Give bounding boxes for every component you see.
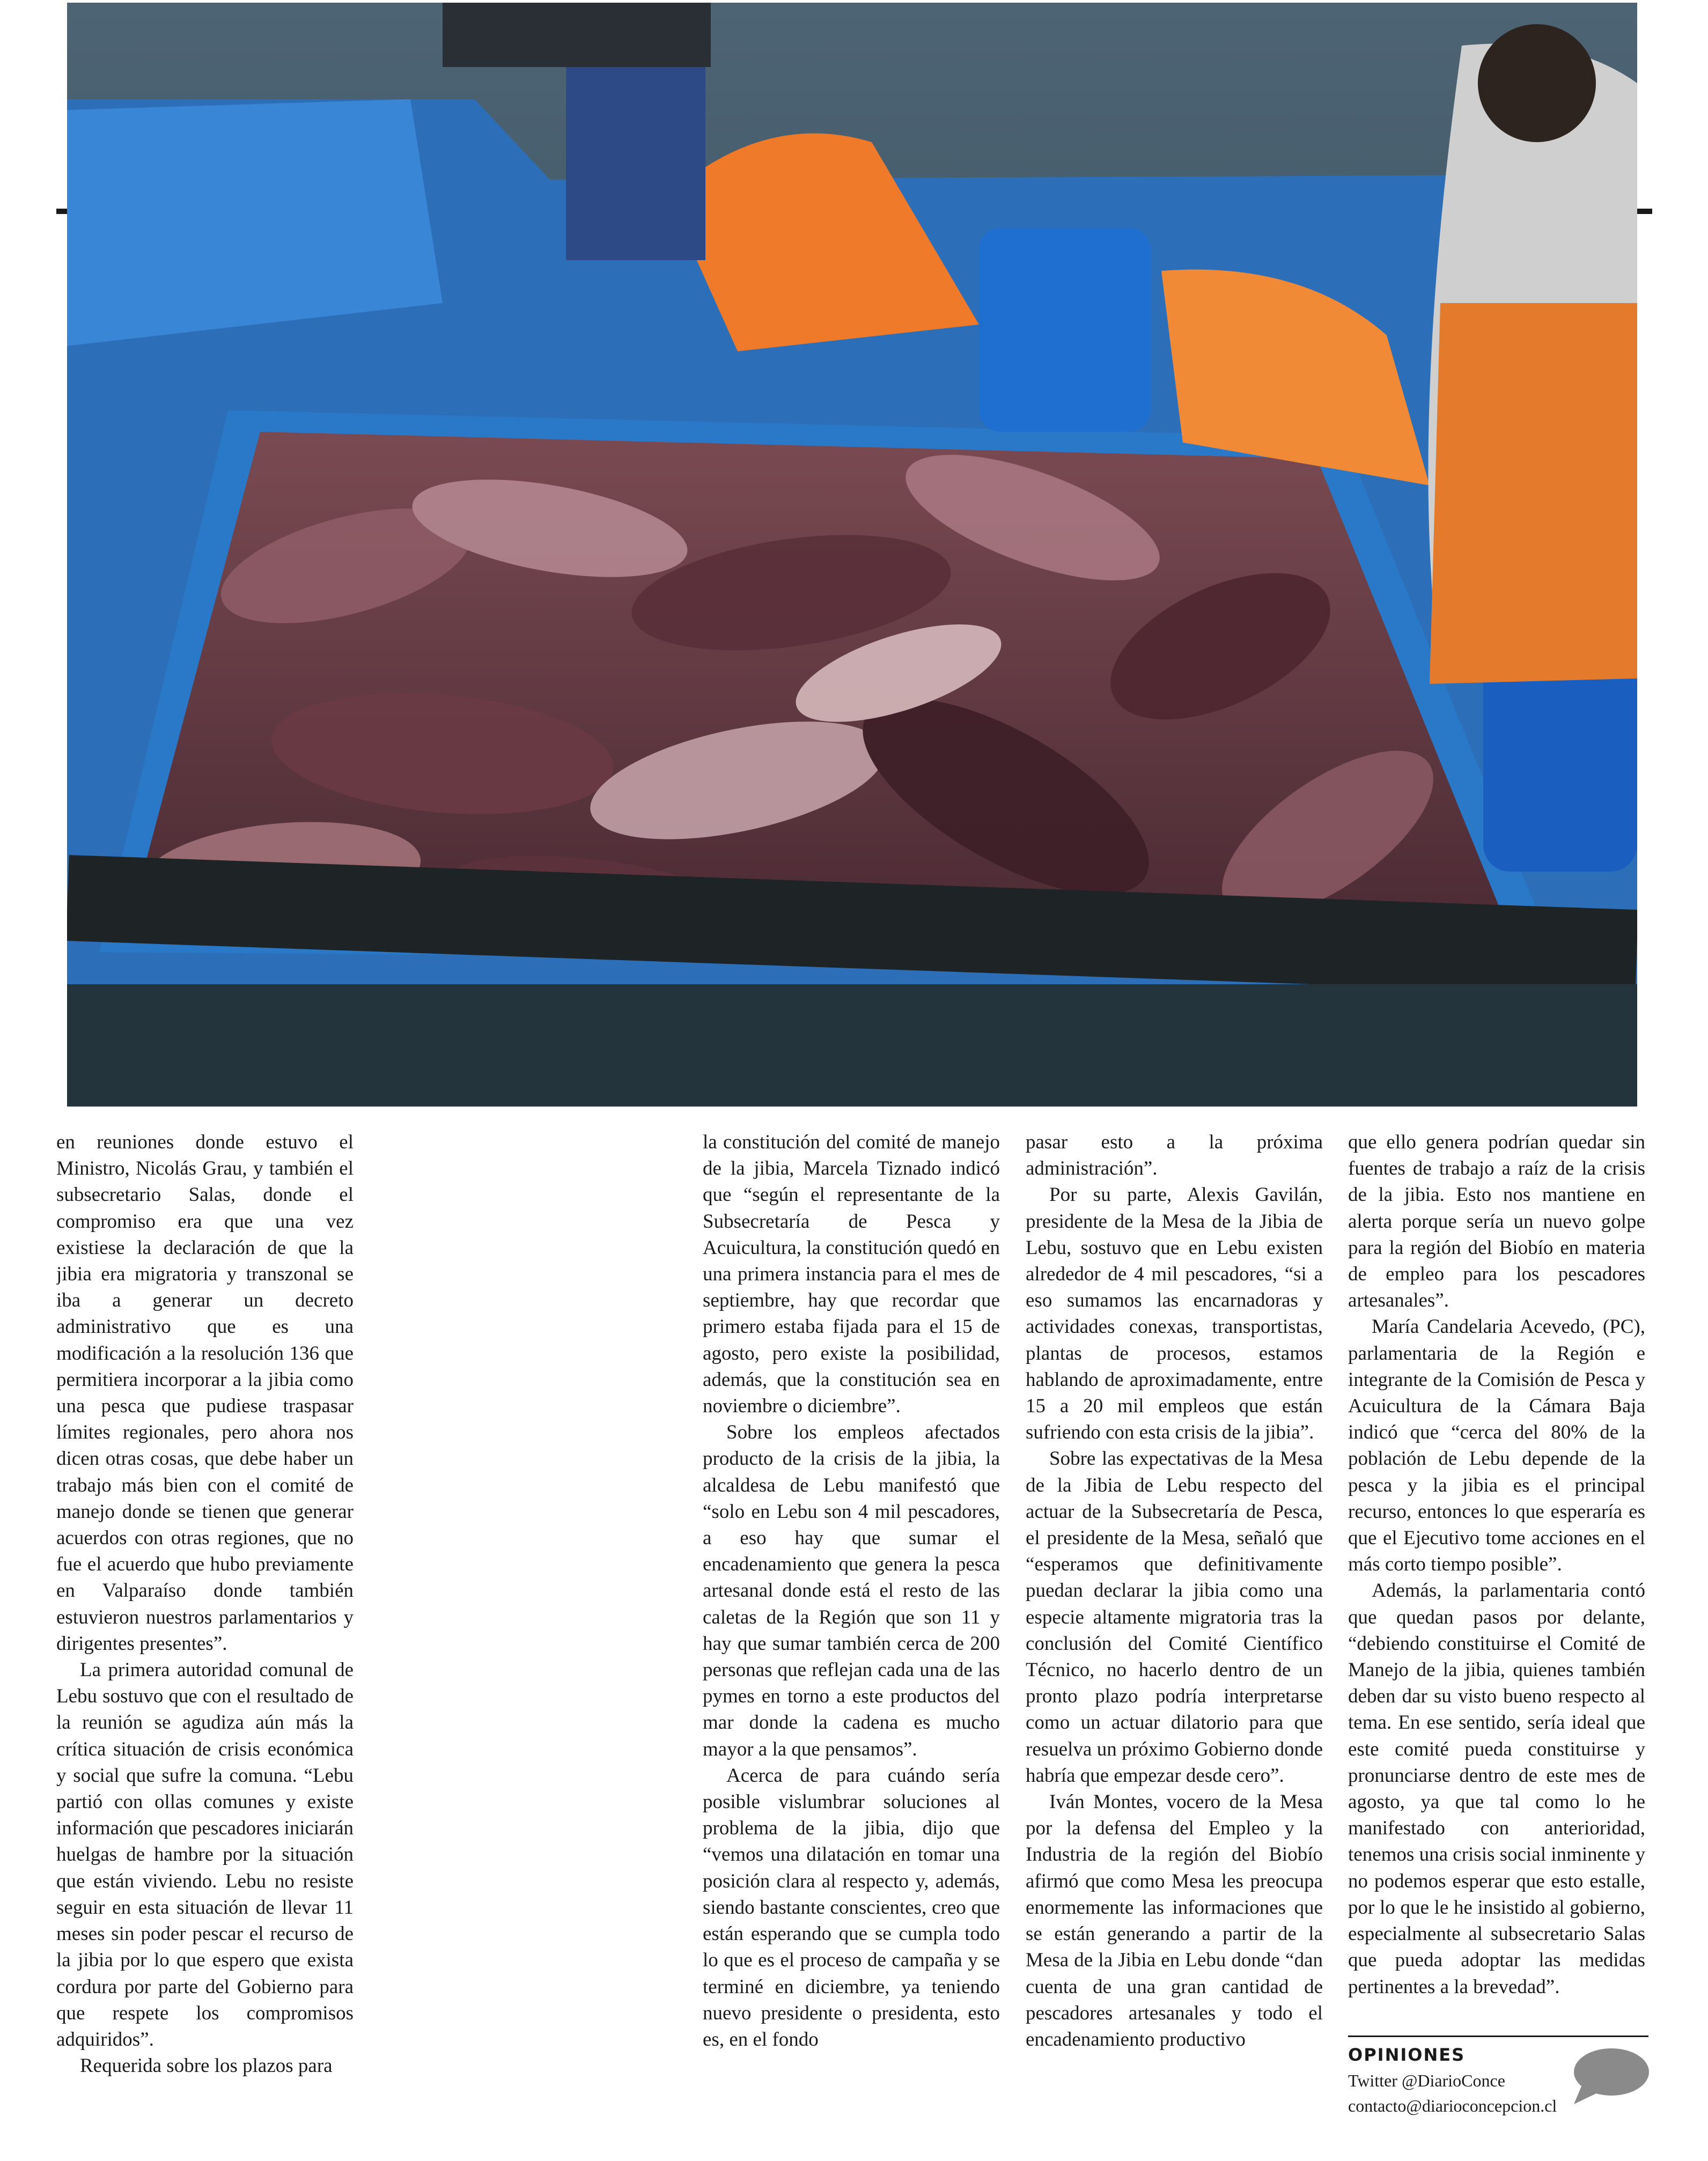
paragraph: Iván Montes, vocero de la Mesa por la defensa del Empleo y la Industria de la región del Biobío afirmó que como Mesa les preocupa enormemente las informaciones que se están generando a partir de la Mesa de la Jibia en Lebu donde “dan cuenta de una gran cantidad de pescadores artesanales y todo el encadenamiento productivo bbox=[1026, 1791, 1323, 2051]
paragraph: en reuniones donde estuvo el Ministro, Nicolás Grau, y también el subsecretario Salas, donde el compromiso era que una vez existiese la declaración de que la jibia era migratoria y transzonal se iba a generar un decreto administrativo que es una modificación a la resolución 136 que permitiera incorporar a la jibia como una pesca que pudiese traspasar límites regionales, pero ahora nos dicen otras cosas, que debe haber un trabajo más bien con el comité de manejo donde se tienen que generar acuerdos con otras regiones, que no fue el acuerdo que hubo previamente en Valparaíso donde también estuvieron nuestros parlamentarios y dirigentes presentes”. bbox=[56, 1131, 354, 1655]
twitter-handle[interactable]: Twitter @DiarioConce bbox=[1348, 2071, 1505, 2090]
paragraph: la constitución del comité de manejo de la jibia, Marcela Tiznado indicó que “según el representante de la Subsecretaría de Pesca y Acuicultura, la constitución quedó en una primera instancia para el mes de septiembre, hay que recordar que primero estaba fijada para el 15 de agosto, pero existe la posibilidad, además, que la constitución sea en noviembre o diciembre”. bbox=[703, 1131, 1000, 1418]
paragraph: Sobre los empleos afectados producto de la crisis de la jibia, la alcaldesa de Lebu manifestó que “solo en Lebu son 4 mil pescadores, a eso hay que sumar el encadenamiento que genera la pesca artesanal donde está el resto de las caletas de la Región que son 11 y hay que sumar también cerca de 200 personas que reflejan cada una de las pymes en torno a este productos del mar donde la cadena es mucho mayor a la que pensamos”. bbox=[703, 1421, 1000, 1760]
article-column-1 bbox=[56, 1129, 354, 2137]
paragraph: Requerida sobre los plazos para bbox=[80, 2055, 333, 2077]
paragraph: María Candelaria Acevedo, (PC), parlamentaria de la Región e integrante de la Comisión de Pesca y Acuicultura de la Cámara Baja indicó que “cerca del 80% de la población de Lebu depende de la pesca y la jibia es el principal recurso, entonces lo que esperaría es que el Ejecutivo tome acciones en el más corto tiempo posible”. bbox=[1348, 1316, 1645, 1576]
speech-bubble-icon bbox=[1571, 2046, 1650, 2106]
paragraph: Por su parte, Alexis Gavilán, presidente de la Mesa de la Jibia de Lebu, sostuvo que en Lebu existen alrededor de 4 mil pescadores, “si a eso sumamos las encarnadoras y actividades conexas, transportistas, plantas de procesos, estamos hablando de aproximadamente, entre 15 a 20 mil empleos que están sufriendo con esta crisis de la jibia”. bbox=[1026, 1184, 1323, 1444]
paragraph: La primera autoridad comunal de Lebu sostuvo que con el resultado de la reunión se agudiza aún más la crítica situación de crisis económica y social que sufre la comuna. “Lebu partió con ollas comunes y existe información que pescadores iniciarán huelgas de hambre por la situación que están viviendo. Lebu no resiste seguir en esta situación de llevar 11 meses sin poder pescar el recurso de la jibia por lo que espero que exista cordura por parte del Gobierno para que respete los compromisos adquiridos”. bbox=[56, 1659, 354, 2051]
paragraph: pasar esto a la próxima administración”. bbox=[1026, 1131, 1323, 1180]
fishing-boat-squid-illustration bbox=[67, 3, 1637, 1107]
article-column-4 bbox=[1348, 1129, 1645, 2025]
paragraph: Acerca de para cuándo sería posible vislumbrar soluciones al problema de la jibia, dijo que “vemos una dilatación en tomar una posición clara al respecto y, además, siendo bastante conscientes, creo que están esperando que se cumpla todo lo que es el proceso de campaña y se terminé en diciembre, ya teniendo nuevo presidente o presidenta, esto es, en el fondo bbox=[703, 1764, 1000, 2051]
paragraph: Sobre las expectativas de la Mesa de la Jibia de Lebu respecto del actuar de la Subsecretaría de Pesca, el presidente de la Mesa, señaló que “esperamos que definitivamente puedan declarar la jibia como una especie altamente migratoria tras la conclusión del Comité Científico Técnico, no hacerlo dentro de un pronto plazo podría interpretarse como un actuar dilatorio para que resuelva un próximo Gobierno donde habría que empezar desde cero”. bbox=[1026, 1448, 1323, 1787]
opinions-title: OPINIONES bbox=[1348, 2045, 1466, 2065]
contact-email[interactable]: contacto@diarioconcepcion.cl bbox=[1348, 2096, 1557, 2115]
paragraph: Además, la parlamentaria contó que quedan pasos por delante, “debiendo constituirse el Comité de Manejo de la jibia, quienes también deben dar su visto bueno respecto al tema. En ese sentido, sería ideal que este comité pueda constituirse y pronunciarse dentro de este mes de agosto, ya que tal como lo he manifestado con anterioridad, tenemos una crisis social inminente y no podemos esperar que esto estalle, por lo que le he insistido al gobierno, especialmente al subsecretario Salas que pueda adoptar las medidas pertinentes a la brevedad”. bbox=[1348, 1580, 1645, 1998]
paragraph: que ello genera podrían quedar sin fuentes de trabajo a raíz de la crisis de la jibia. Esto nos mantiene en alerta porque sería un nuevo golpe para la región del Biobío en materia de empleo para los pescadores artesanales”. bbox=[1348, 1131, 1645, 1312]
opinions-box bbox=[1348, 2035, 1648, 2144]
article-column-3 bbox=[1026, 1129, 1323, 2137]
article-photo bbox=[67, 3, 1637, 1107]
article-column-2 bbox=[703, 1129, 1000, 2137]
